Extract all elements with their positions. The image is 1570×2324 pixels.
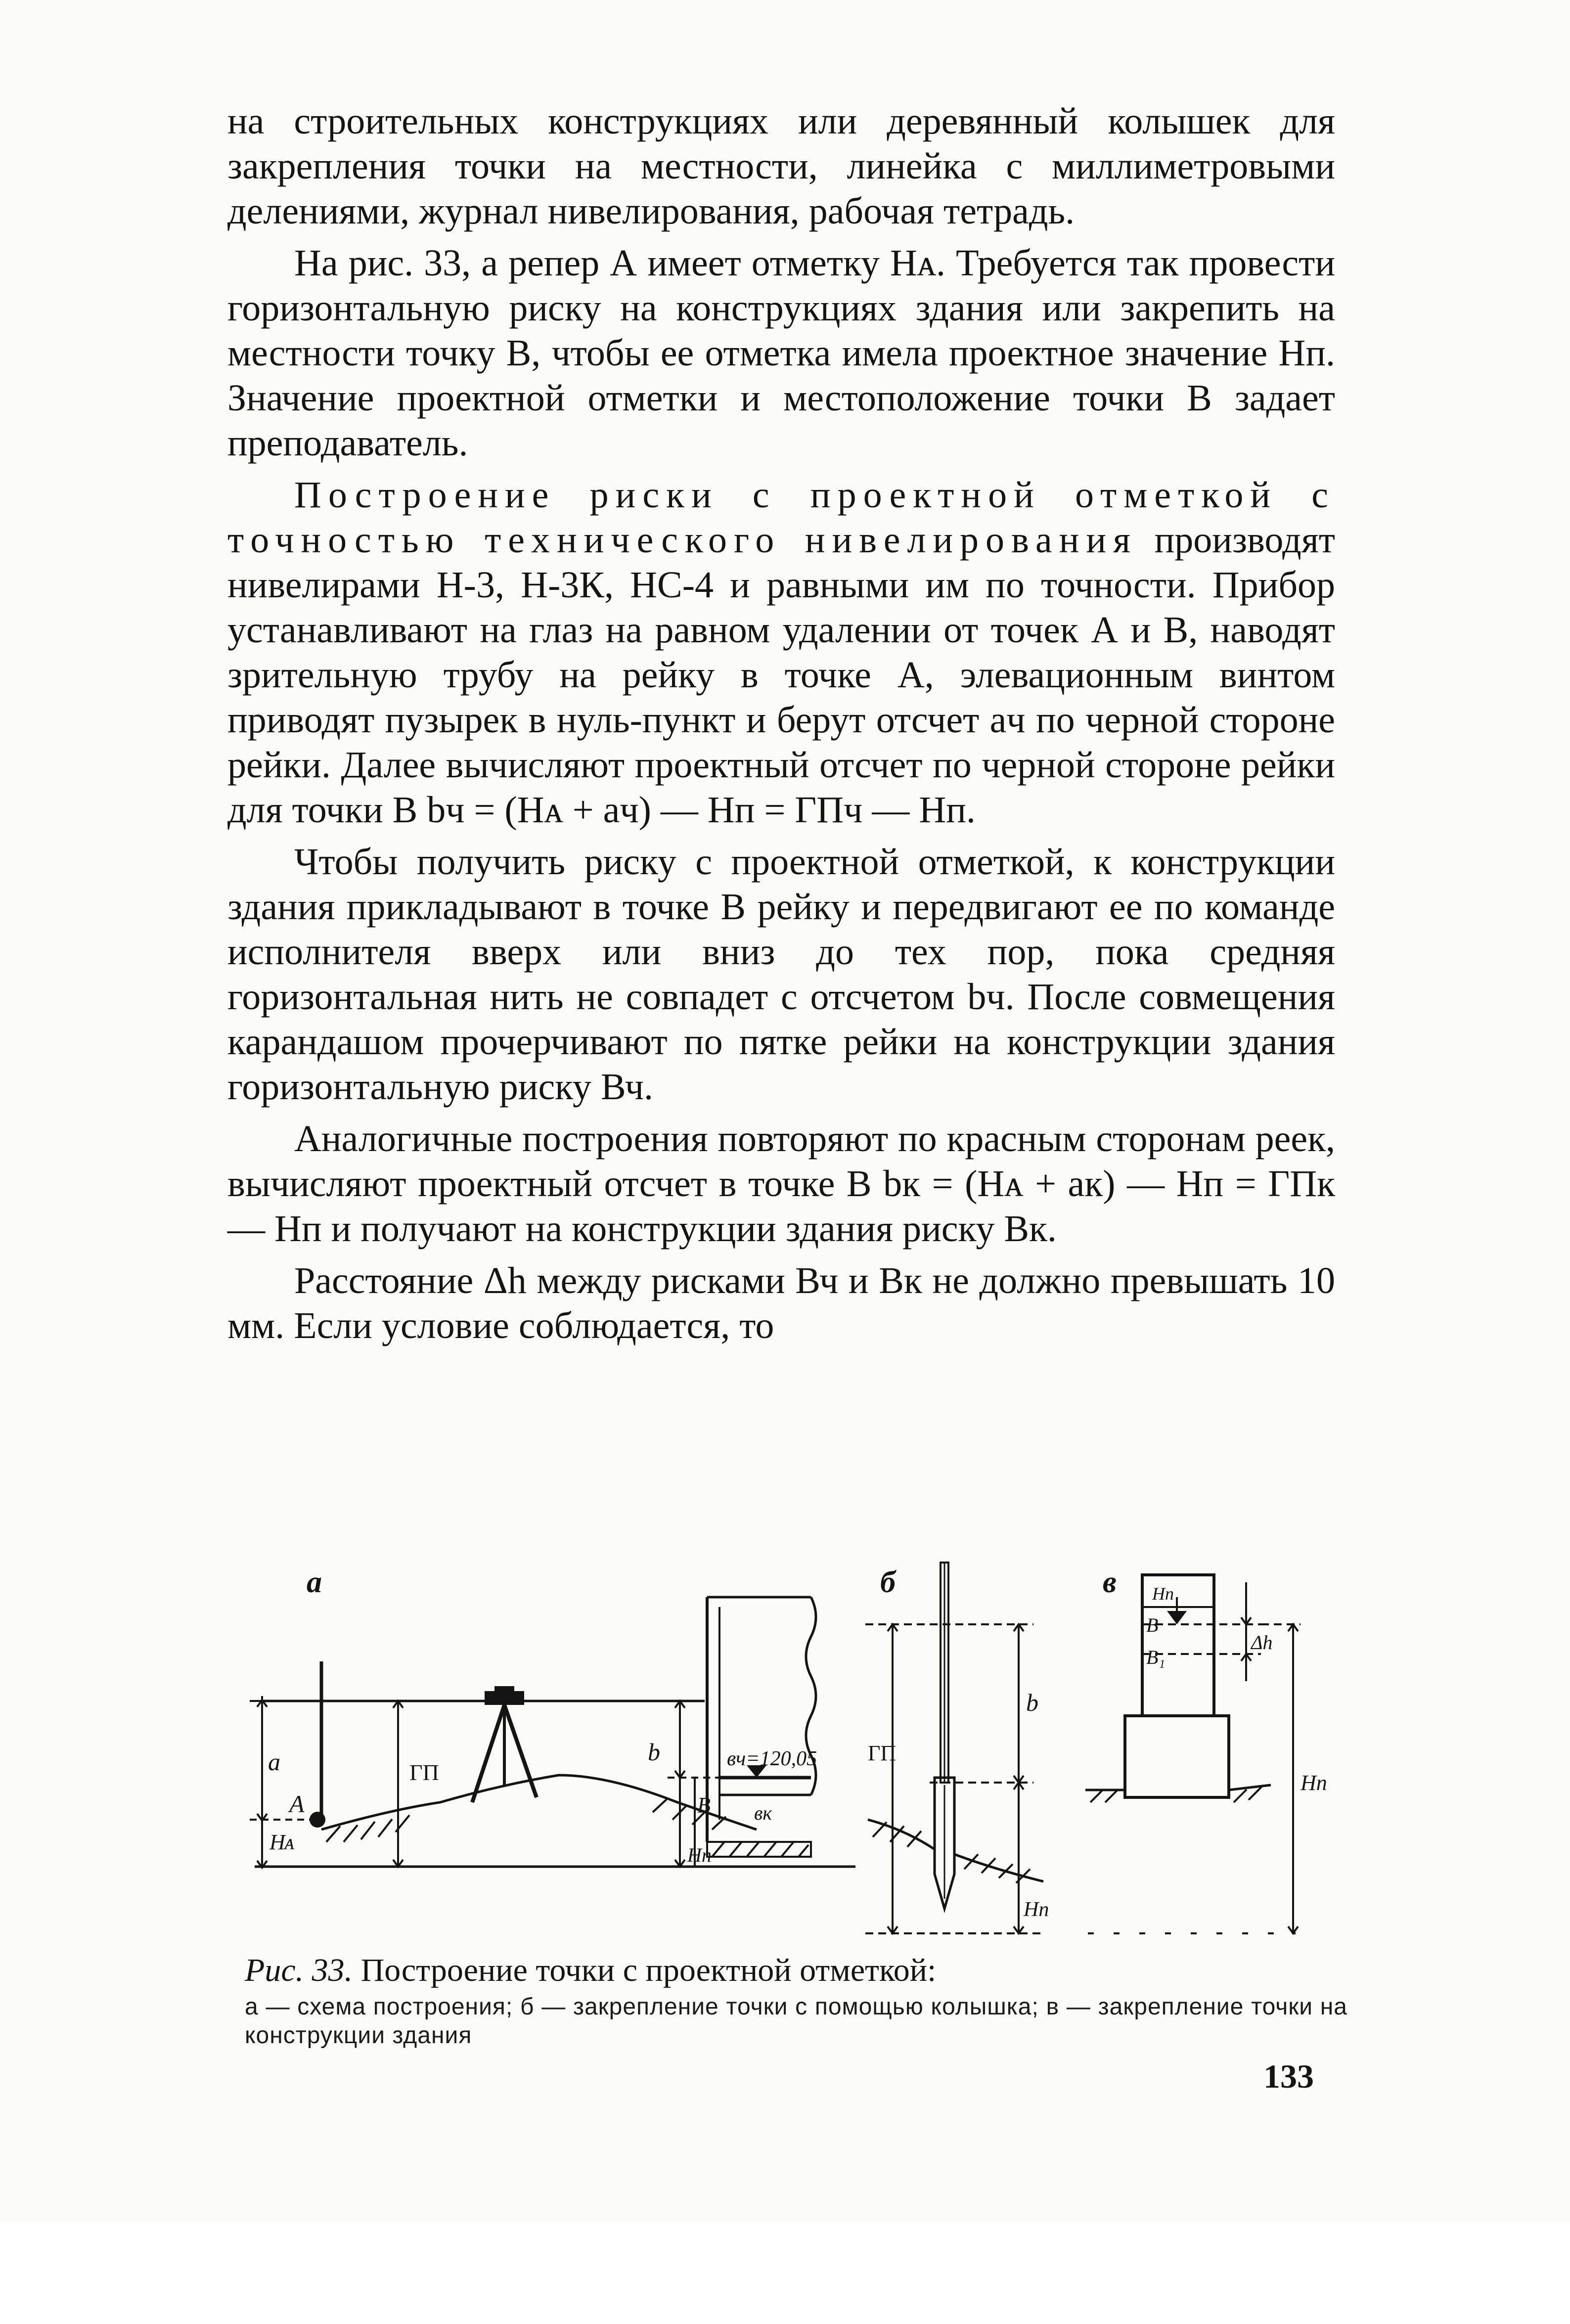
caption-legend: а — схема построения; б — закрепление точки с помощью колышка; в — закрепление точки на конструкции здания bbox=[245, 1994, 1347, 2049]
label-Hp-b: Hп bbox=[1024, 1898, 1049, 1921]
panel-label-a: а bbox=[307, 1565, 322, 1599]
paragraph-6: Расстояние Δh между рисками Вч и Вк не должно превышать 10 мм. Если условие соблюдается, то bbox=[227, 1260, 1335, 1346]
panel-label-b: б bbox=[880, 1565, 896, 1599]
paragraph-5: Аналогичные построения повторяют по красным сторонам реек, вычисляют проектный отсчет в точке В bк = (Hᴀ + aк) — Hп = ГПк — Hп и получают на конструкции здания риску Вк. bbox=[227, 1118, 1335, 1250]
spaced-heading: Построение риски с проектной отметкой с точностью технического нивелирования bbox=[227, 474, 1335, 561]
caption-title-text: Построение точки с проектной отметкой: bbox=[360, 1952, 937, 1988]
column-base bbox=[1125, 1716, 1229, 1797]
label-B-v: B bbox=[1146, 1614, 1159, 1636]
paragraph-3 bbox=[227, 473, 1335, 833]
paragraph-2: На рис. 33, а репер А имеет отметку Hᴀ. Требуется так провести горизонтальную риску на конструкциях здания или закрепить на местности точку В, чтобы ее отметка имела проектное значение Hп. Значение проектной отметки и местоположение точки В задает преподаватель. bbox=[227, 242, 1335, 464]
page-number: 133 bbox=[1263, 2057, 1314, 2095]
label-a: a bbox=[268, 1748, 280, 1776]
label-dh: Δh bbox=[1251, 1631, 1273, 1654]
label-B-a: B bbox=[697, 1793, 711, 1817]
paragraph-3-rest: производят нивелирами Н-3, Н-3К, НС-4 и равными им по точности. Прибор устанавливают на глаз на равном удалении от точек А и В, наводят зрительную трубу на рейку в точке А, элевационным винтом приводят пузырек в нуль-пункт и берут отсчет aч по черной стороне рейки. Далее вычисляют проектный отсчет по черной стороне рейки для точки В bч = (Hᴀ + aч) — Hп = ГПч — Hп. bbox=[227, 519, 1335, 831]
terrain-a bbox=[321, 1775, 757, 1830]
label-b-b: b bbox=[1026, 1689, 1038, 1716]
body-text bbox=[227, 99, 1335, 1348]
label-A: A bbox=[289, 1790, 305, 1818]
paragraph-1: на строительных конструкциях или деревянный колышек для закрепления точки на местности, линейка с миллиметровыми делениями, журнал нивелирования, рабочая тетрадь. bbox=[227, 100, 1335, 232]
label-HA: Hᴀ bbox=[269, 1830, 294, 1854]
figure-caption bbox=[245, 1951, 1333, 1990]
label-GP: ГП bbox=[409, 1760, 439, 1785]
label-Hp-v-top: Hп bbox=[1152, 1584, 1174, 1604]
caption-number: Рис. 33. bbox=[245, 1952, 353, 1988]
figure-drawing bbox=[232, 1553, 1350, 2324]
label-Hp-a: Hп bbox=[687, 1844, 712, 1866]
figure-33 bbox=[232, 1553, 1350, 2324]
label-GP-b: ГП bbox=[868, 1741, 897, 1765]
paragraph-4: Чтобы получить риску с проектной отметкой, к конструкции здания прикладывают в точке В рейку и передвигают ее по команде исполнителя вверх или вниз до тех пор, пока средняя горизонтальная нить не совпадет с отсчетом bч. После совмещения карандашом прочерчивают по пятке рейки на конструкции здания горизонтальную риску Вч. bbox=[227, 841, 1335, 1108]
label-bch-value: вч=120,05 bbox=[727, 1747, 817, 1770]
panel-label-v: в bbox=[1103, 1565, 1117, 1599]
label-Hp-v: Hп bbox=[1301, 1771, 1327, 1795]
label-b-a: b bbox=[648, 1738, 660, 1766]
label-bk: вк bbox=[754, 1802, 772, 1824]
label-B1-v: B₁ bbox=[1146, 1646, 1166, 1668]
level-instrument bbox=[485, 1691, 524, 1705]
